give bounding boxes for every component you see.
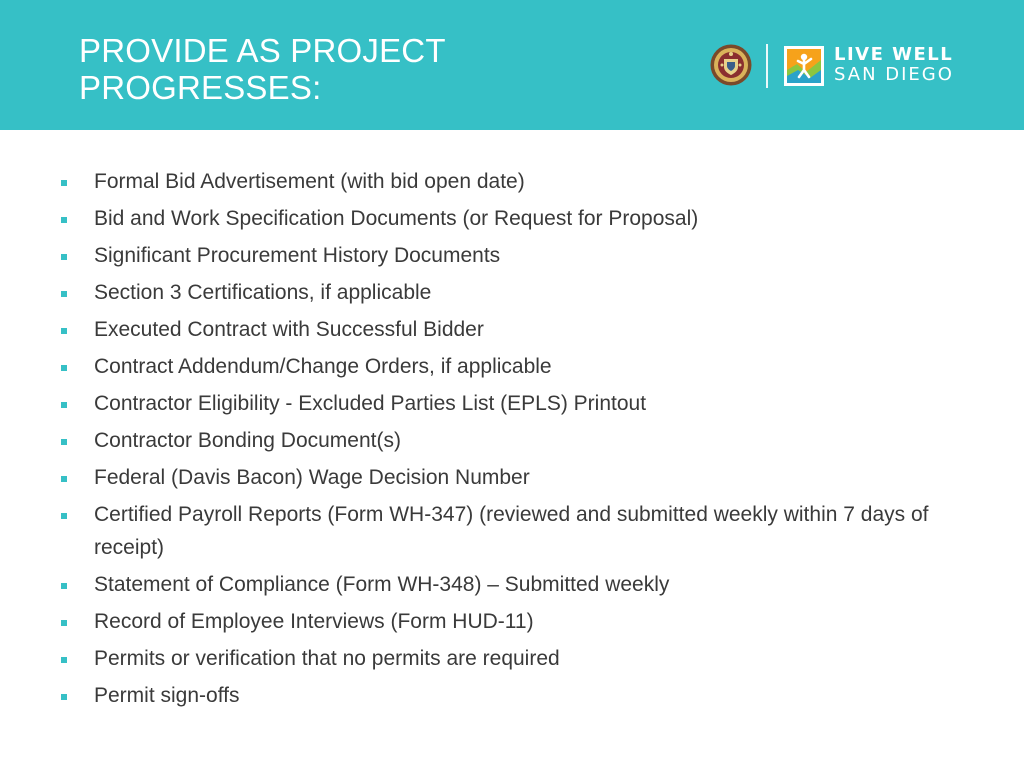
list-item: Section 3 Certifications, if applicable [60, 276, 960, 309]
logo-area [708, 42, 968, 90]
bullet-list [60, 165, 960, 716]
header-banner [0, 0, 1024, 130]
county-seal-icon [710, 44, 752, 86]
list-item: Executed Contract with Successful Bidder [60, 313, 960, 346]
logo-text [834, 45, 954, 85]
list-item: Significant Procurement History Documents [60, 239, 960, 272]
list-item: Contractor Bonding Document(s) [60, 424, 960, 457]
logo-text-line-1: LIVE WELL [834, 44, 954, 65]
page-title [79, 32, 559, 106]
list-item: Certified Payroll Reports (Form WH-347) (reviewed and submitted weekly within 7 days of receipt) [60, 498, 960, 564]
logo-text-line-2: SAN DIEGO [834, 64, 954, 85]
title-line-1: PROVIDE AS PROJECT [79, 32, 446, 69]
list-item: Formal Bid Advertisement (with bid open date) [60, 165, 960, 198]
list-item: Contractor Eligibility - Excluded Parties List (EPLS) Printout [60, 387, 960, 420]
list-item: Federal (Davis Bacon) Wage Decision Number [60, 461, 960, 494]
list-item: Record of Employee Interviews (Form HUD-11) [60, 605, 960, 638]
list-item: Bid and Work Specification Documents (or Request for Proposal) [60, 202, 960, 235]
list-item: Permit sign-offs [60, 679, 960, 712]
list-item: Statement of Compliance (Form WH-348) – Submitted weekly [60, 568, 960, 601]
list-item: Contract Addendum/Change Orders, if applicable [60, 350, 960, 383]
logo-divider [766, 44, 768, 88]
title-line-2: PROGRESSES: [79, 69, 322, 106]
live-well-logo-icon [784, 46, 824, 86]
list-item: Permits or verification that no permits are required [60, 642, 960, 675]
